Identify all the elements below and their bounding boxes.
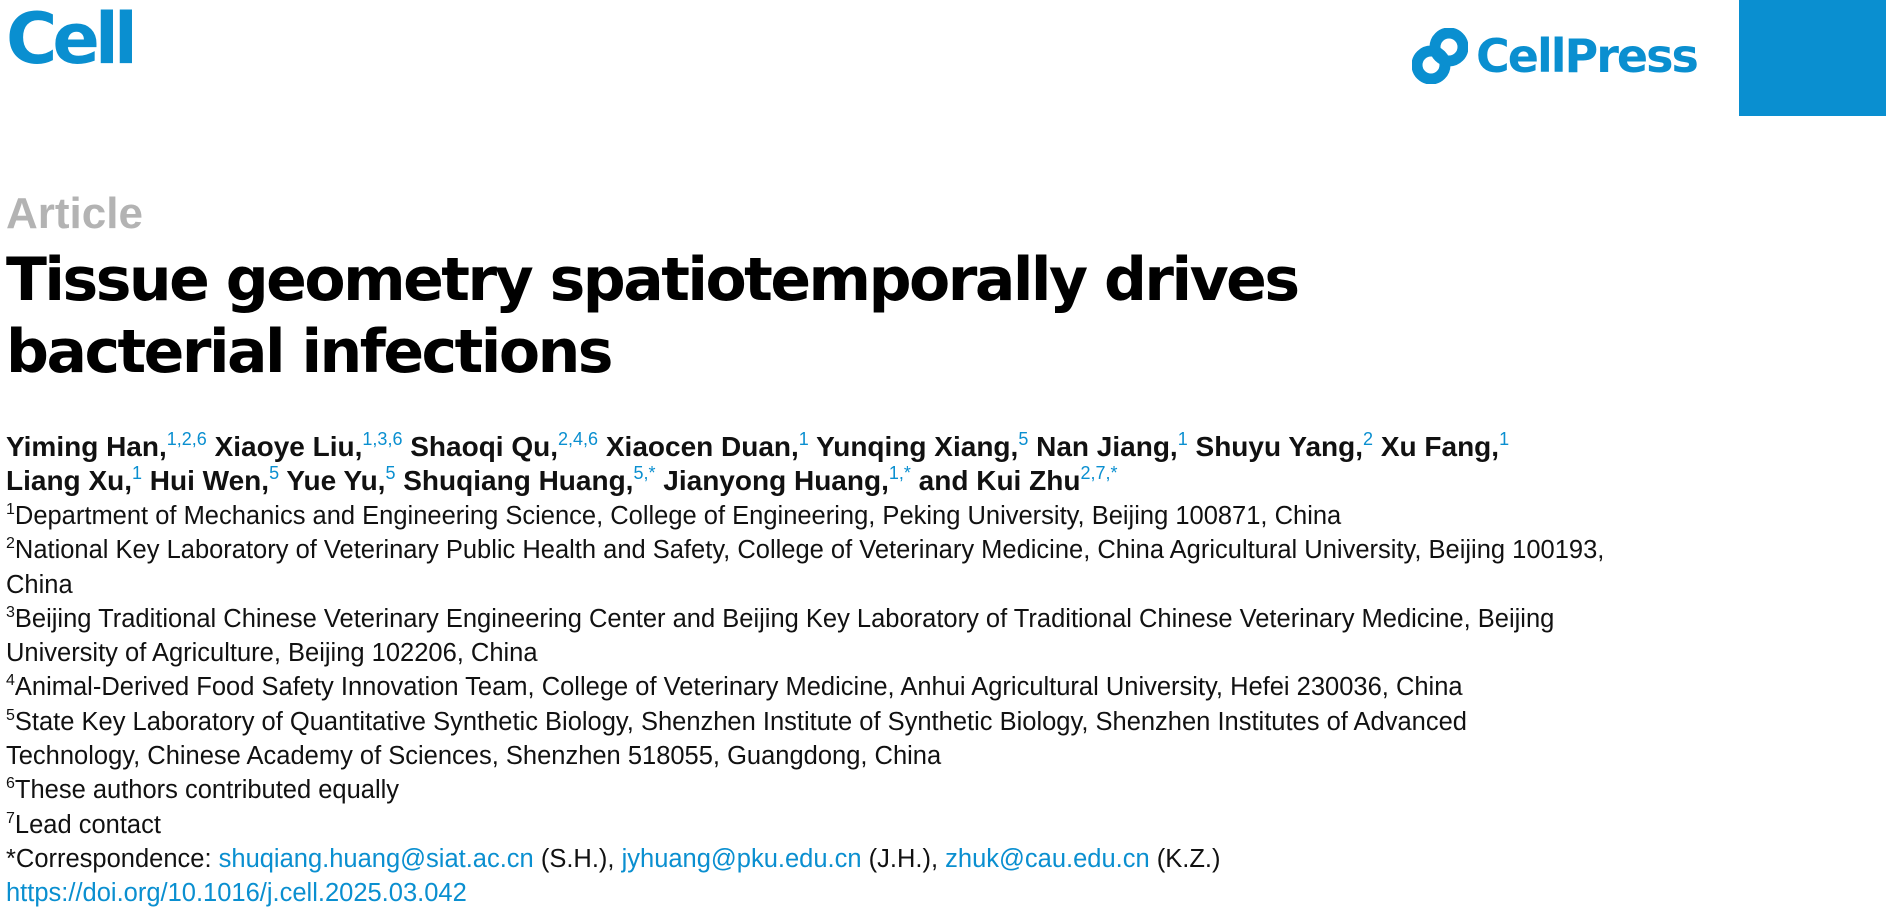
affiliation-number: 5 — [6, 706, 15, 724]
affiliation-text-continued: University of Agriculture, Beijing 102206, China — [6, 639, 538, 668]
affiliation-number: 3 — [6, 603, 15, 621]
email-link[interactable]: shuqiang.huang@siat.ac.cn — [218, 844, 534, 873]
author-name: Hui Wen, — [149, 465, 270, 496]
affiliation-text: Lead contact — [14, 810, 161, 839]
correspondent-initials: (K.Z.) — [1149, 844, 1221, 873]
author-affiliation-marker: 2,7,* — [1080, 463, 1118, 483]
paper-title — [6, 244, 1306, 388]
author-name: Liang Xu, — [6, 465, 132, 496]
affiliation-item — [6, 533, 1726, 602]
publisher-logo — [1412, 28, 1697, 84]
affiliation-item — [6, 773, 1726, 807]
author-affiliation-marker: 2 — [1363, 429, 1374, 449]
author-name: and Kui Zhu — [918, 465, 1081, 496]
author-affiliation-marker: 1 — [132, 463, 143, 483]
author-name: Shuyu Yang, — [1195, 431, 1364, 462]
affiliation-number: 6 — [6, 775, 15, 793]
doi-link[interactable]: https://doi.org/10.1016/j.cell.2025.03.042 — [6, 879, 467, 908]
author-name: Yiming Han, — [6, 431, 167, 462]
affiliation-text: Beijing Traditional Chinese Veterinary Engineering Center and Beijing Key Laboratory of Traditional Chinese Veterinary Medicine, Beijing — [14, 604, 1555, 633]
author-affiliation-marker: 1 — [1499, 429, 1510, 449]
affiliation-text: These authors contributed equally — [14, 776, 400, 805]
author-affiliation-marker: 5 — [1018, 429, 1029, 449]
author-name: Jianyong Huang, — [663, 465, 889, 496]
author-affiliation-marker: 1,3,6 — [362, 429, 403, 449]
author-affiliation-marker: 5 — [385, 463, 396, 483]
author-name: Shaoqi Qu, — [410, 431, 559, 462]
affiliation-text: State Key Laboratory of Quantitative Synthetic Biology, Shenzhen Institute of Synthetic Biology, Shenzhen Institutes of Advanced — [14, 707, 1467, 736]
author-affiliation-marker: 1 — [798, 429, 809, 449]
email-link[interactable]: zhuk@cau.edu.cn — [945, 844, 1150, 873]
author-name: Shuqiang Huang, — [403, 465, 634, 496]
affiliation-text-continued: China — [6, 570, 73, 599]
affiliation-number: 7 — [6, 809, 15, 827]
publisher-name: CellPress — [1476, 29, 1697, 83]
affiliation-number: 1 — [6, 501, 15, 518]
affiliation-item — [6, 499, 1726, 533]
author-affiliation-marker: 1 — [1177, 429, 1188, 449]
author-affiliation-marker: 5 — [269, 463, 280, 483]
author-name: Yunqing Xiang, — [816, 431, 1019, 462]
article-type-label: Article — [6, 189, 143, 238]
author-name: Nan Jiang, — [1036, 431, 1178, 462]
author-name: Xiaocen Duan, — [605, 431, 799, 462]
affiliation-item — [6, 670, 1726, 704]
affiliation-item — [6, 602, 1726, 671]
title-line-1: Tissue geometry spatiotemporally drives — [6, 245, 1298, 315]
affiliation-text: National Key Laboratory of Veterinary Public Health and Safety, College of Veterinary Medicine, China Agricultural University, Beijing 100193, — [14, 536, 1605, 565]
affiliation-number: 2 — [6, 535, 15, 553]
title-line-2: bacterial infections — [6, 317, 612, 387]
author-list — [6, 430, 1706, 498]
correspondence-line — [6, 842, 1726, 876]
doi-line — [6, 876, 1726, 910]
affiliation-text: Department of Mechanics and Engineering Science, College of Engineering, Peking University, Beijing 100871, China — [14, 502, 1342, 530]
cellpress-logo-icon — [1412, 28, 1468, 84]
author-affiliation-marker: 5,* — [633, 463, 656, 483]
author-name: Yue Yu, — [286, 465, 386, 496]
affiliation-text-continued: Technology, Chinese Academy of Sciences, Shenzhen 518055, Guangdong, China — [6, 742, 942, 771]
author-name: Xiaoye Liu, — [214, 431, 363, 462]
correspondent-initials: (S.H.), — [533, 844, 622, 873]
journal-logo: Cell — [6, 0, 133, 80]
affiliation-item — [6, 705, 1726, 774]
author-name: Xu Fang, — [1380, 431, 1500, 462]
email-link[interactable]: jyhuang@pku.edu.cn — [621, 844, 862, 873]
author-affiliation-marker: 1,2,6 — [166, 429, 207, 449]
correspondent-initials: (J.H.), — [861, 844, 946, 873]
author-affiliation-marker: 1,* — [888, 463, 911, 483]
affiliation-list — [6, 499, 1726, 911]
author-affiliation-marker: 2,4,6 — [558, 429, 599, 449]
brand-corner-block — [1739, 0, 1886, 116]
affiliation-text: Animal-Derived Food Safety Innovation Team, College of Veterinary Medicine, Anhui Agricultural University, Hefei 230036, China — [14, 673, 1463, 702]
correspondence-label: *Correspondence: — [6, 844, 219, 873]
affiliation-number: 4 — [6, 672, 15, 690]
affiliation-item — [6, 808, 1726, 842]
